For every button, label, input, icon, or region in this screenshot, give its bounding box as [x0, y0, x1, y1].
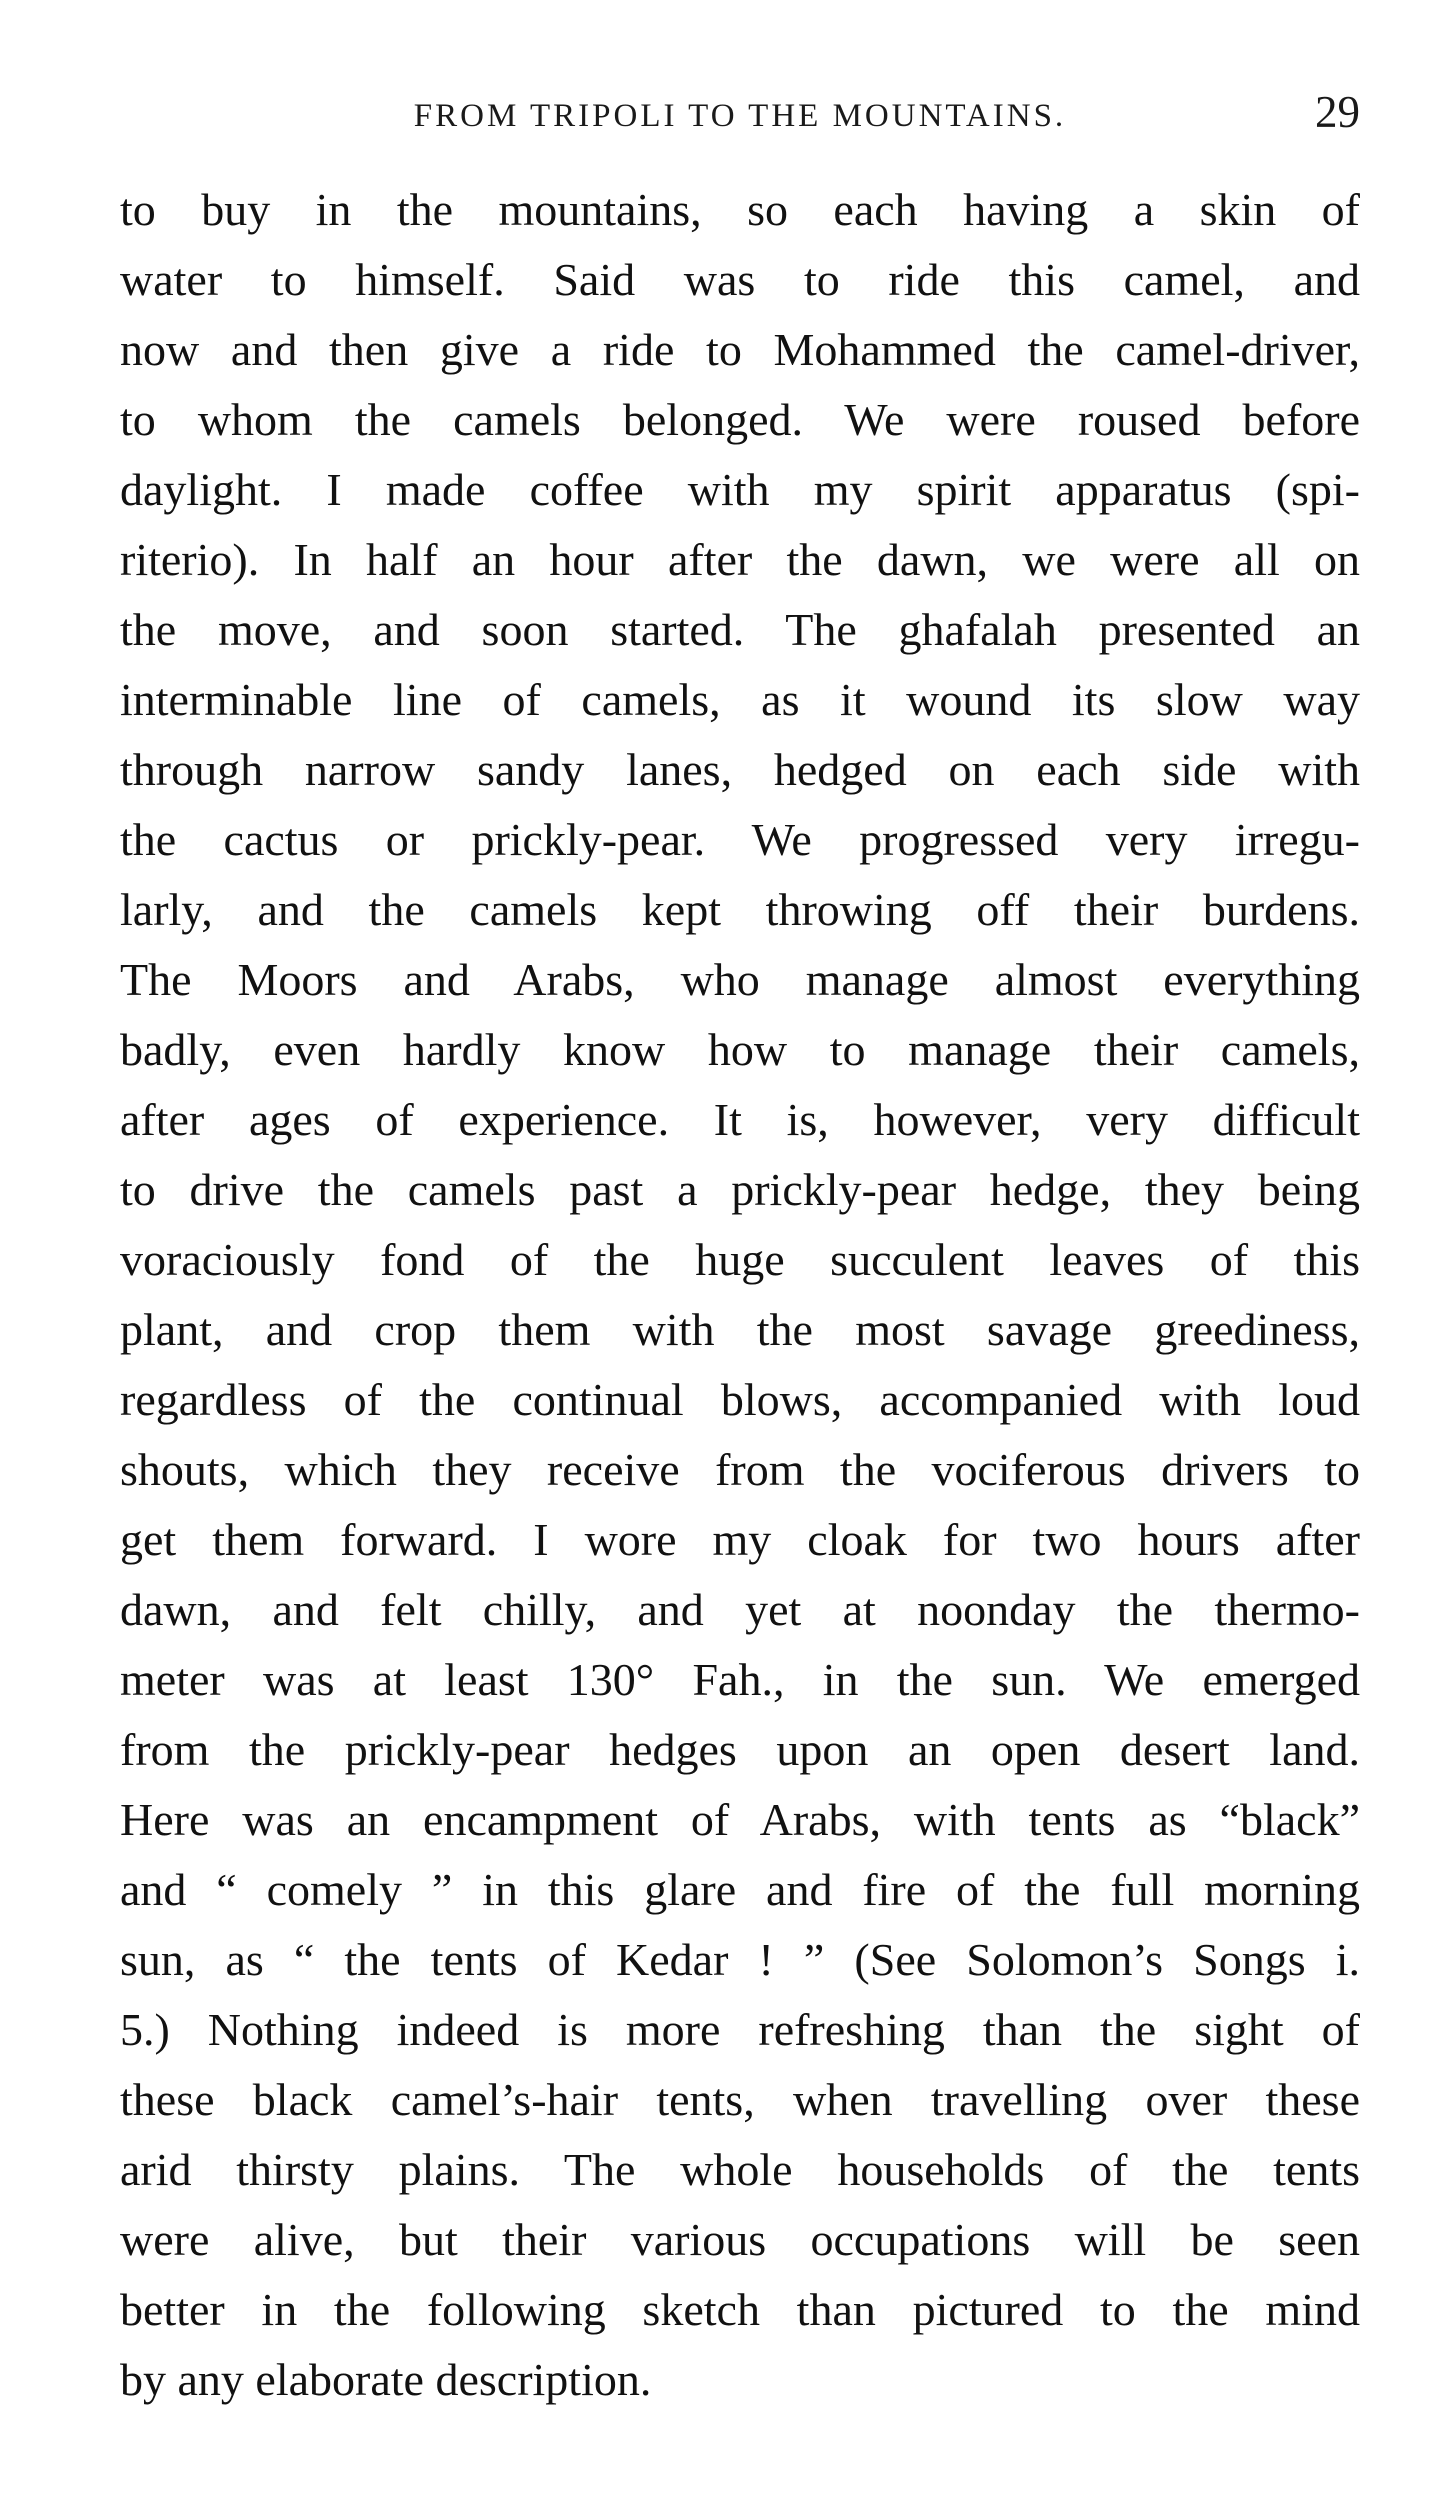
- text-line: badly, even hardly know how to manage their camels,: [120, 1024, 1360, 1075]
- body-text: [120, 175, 1360, 2415]
- text-line: the move, and soon started. The ghafalah presented an: [120, 604, 1360, 655]
- text-line: riterio). In half an hour after the dawn, we were all on: [120, 534, 1360, 585]
- text-line: the cactus or prickly-pear. We progressed very irregu-: [120, 814, 1360, 865]
- text-line: these black camel’s-hair tents, when travelling over these: [120, 2074, 1360, 2125]
- text-line: get them forward. I wore my cloak for two hours after: [120, 1514, 1360, 1565]
- text-line: daylight. I made coffee with my spirit apparatus (spi-: [120, 464, 1360, 515]
- text-line: water to himself. Said was to ride this camel, and: [120, 254, 1360, 305]
- text-line: after ages of experience. It is, however, very difficult: [120, 1094, 1360, 1145]
- text-line: Here was an encampment of Arabs, with tents as “black”: [120, 1794, 1360, 1845]
- text-line: interminable line of camels, as it wound its slow way: [120, 674, 1360, 725]
- text-line: voraciously fond of the huge succulent leaves of this: [120, 1234, 1360, 1285]
- text-line: sun, as “ the tents of Kedar ! ” (See Solomon’s Songs i.: [120, 1934, 1360, 1985]
- text-line: larly, and the camels kept throwing off their burdens.: [120, 884, 1360, 935]
- text-line: meter was at least 130° Fah., in the sun. We emerged: [120, 1654, 1360, 1705]
- text-line: to buy in the mountains, so each having a skin of: [120, 184, 1360, 235]
- text-line: and “ comely ” in this glare and fire of the full morning: [120, 1864, 1360, 1915]
- running-head: [120, 87, 1360, 142]
- text-line: from the prickly-pear hedges upon an open desert land.: [120, 1724, 1360, 1775]
- text-line: now and then give a ride to Mohammed the camel-driver,: [120, 324, 1360, 375]
- text-line: dawn, and felt chilly, and yet at noonday the thermo-: [120, 1584, 1360, 1635]
- page-number: 29: [1315, 87, 1360, 137]
- text-line-last: by any elaborate description.: [120, 2354, 652, 2405]
- text-line: through narrow sandy lanes, hedged on each side with: [120, 744, 1360, 795]
- text-line: better in the following sketch than pictured to the mind: [120, 2284, 1360, 2335]
- text-line: were alive, but their various occupations will be seen: [120, 2214, 1360, 2265]
- text-line: regardless of the continual blows, accompanied with loud: [120, 1374, 1360, 1425]
- text-line: The Moors and Arabs, who manage almost everything: [120, 954, 1360, 1005]
- text-line: to whom the camels belonged. We were roused before: [120, 394, 1360, 445]
- text-line: to drive the camels past a prickly-pear hedge, they being: [120, 1164, 1360, 1215]
- text-line: plant, and crop them with the most savage greediness,: [120, 1304, 1360, 1355]
- text-line: shouts, which they receive from the vociferous drivers to: [120, 1444, 1360, 1495]
- running-title: FROM TRIPOLI TO THE MOUNTAINS.: [413, 98, 1067, 134]
- text-line: 5.) Nothing indeed is more refreshing than the sight of: [120, 2004, 1360, 2055]
- text-line: arid thirsty plains. The whole households of the tents: [120, 2144, 1360, 2195]
